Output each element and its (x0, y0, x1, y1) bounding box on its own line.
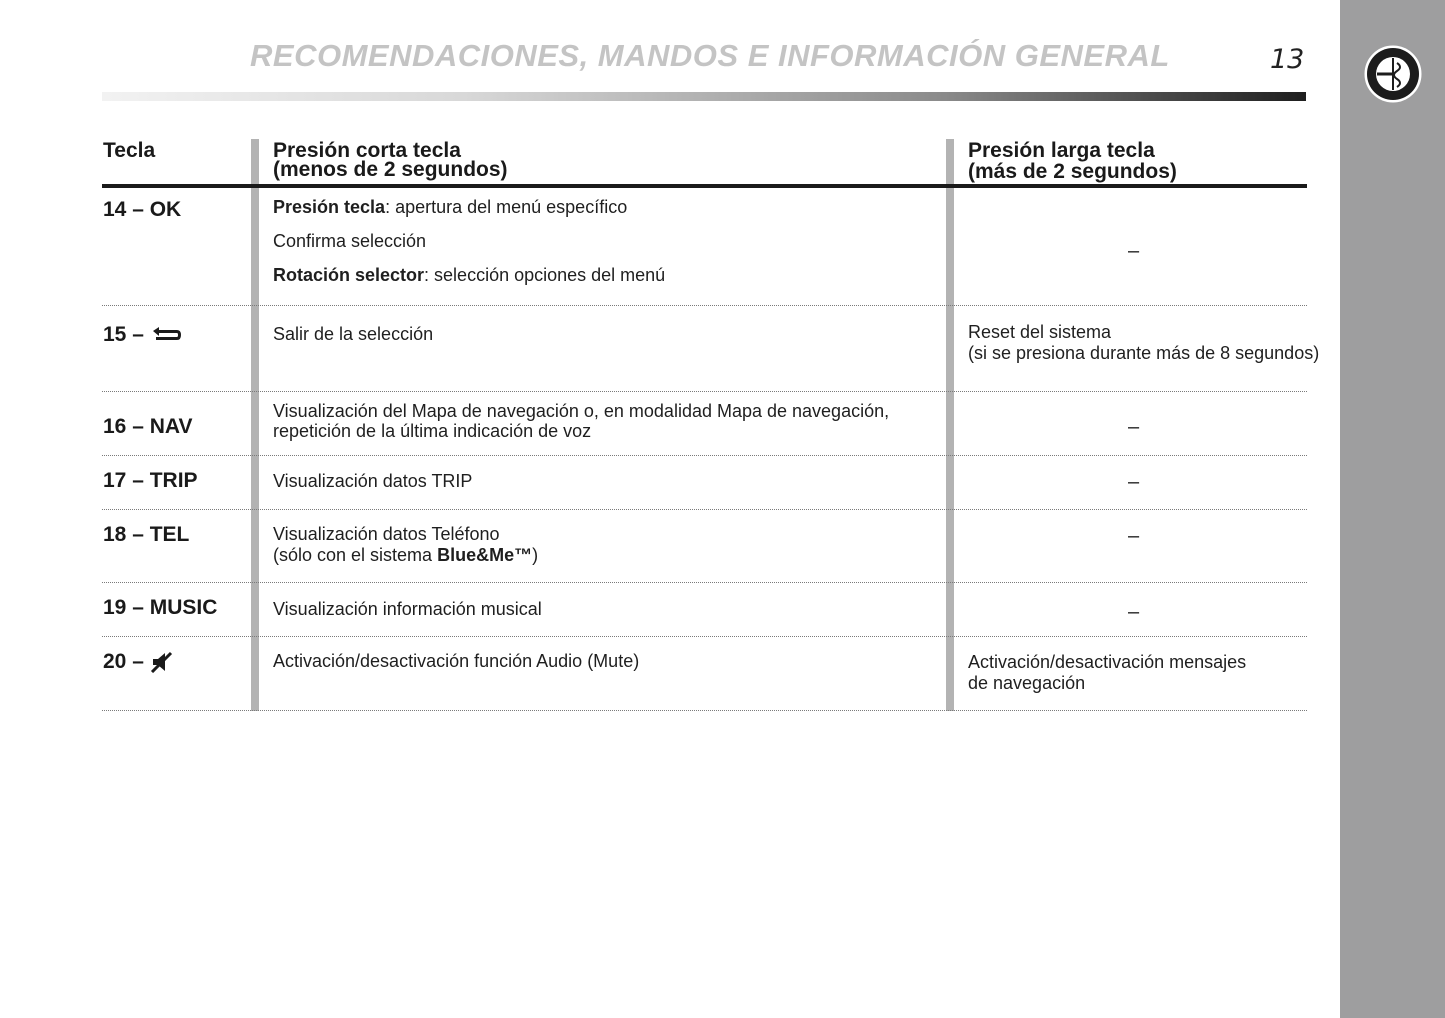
column-divider-long (946, 139, 954, 711)
row-20-long-2: de navegación (968, 673, 1086, 693)
key-19-music: 19 – MUSIC (103, 596, 218, 619)
header-rule (102, 184, 1307, 188)
row-20-long-1: Activación/desactivación mensajes (968, 652, 1247, 672)
row-16-long: – (1128, 416, 1140, 438)
row-19-short: Visualización información musical (273, 599, 542, 619)
back-arrow-icon (150, 326, 184, 344)
row-15-long-2: (si se presiona durante más de 8 segundos) (968, 343, 1320, 363)
column-divider-key (251, 139, 259, 711)
header-key: Tecla (103, 139, 156, 162)
row-17-short: Visualización datos TRIP (273, 471, 473, 491)
header-short-line1: Presión corta tecla (273, 139, 461, 162)
key-17-trip: 17 – TRIP (103, 469, 198, 492)
key-18-tel: 18 – TEL (103, 523, 190, 546)
row-14-long: – (1128, 240, 1140, 262)
row-16-short-1: Visualización del Mapa de navegación o, en modalidad Mapa de navegación, (273, 401, 890, 421)
row-divider (102, 710, 1307, 711)
row-19-long: – (1128, 601, 1140, 623)
row-18-long: – (1128, 525, 1140, 547)
row-divider (102, 582, 1307, 583)
title-rule (102, 92, 1306, 101)
header-long-line1: Presión larga tecla (968, 139, 1155, 162)
brand-logo-icon (1364, 45, 1422, 103)
key-16-nav: 16 – NAV (103, 415, 193, 438)
row-20-short: Activación/desactivación función Audio (Mute) (273, 651, 640, 671)
row-divider (102, 391, 1307, 392)
key-15-back: 15 – (103, 323, 184, 347)
row-15-long-1: Reset del sistema (968, 322, 1112, 342)
header-long-line2: (más de 2 segundos) (968, 160, 1177, 183)
header-short-line2: (menos de 2 segundos) (273, 158, 508, 181)
row-14-short-2: Confirma selección (273, 231, 427, 251)
mute-speaker-icon (150, 651, 174, 673)
section-title: RECOMENDACIONES, MANDOS E INFORMACIÓN GENERAL (250, 38, 1170, 73)
page-side-margin (1340, 0, 1445, 1018)
row-divider (102, 509, 1307, 510)
row-17-long: – (1128, 471, 1140, 493)
row-16-short-2: repetición de la última indicación de voz (273, 421, 592, 441)
row-14-short-1: Presión tecla: apertura del menú específico (273, 197, 628, 217)
key-14-ok: 14 – OK (103, 198, 182, 221)
row-14-short-3: Rotación selector: selección opciones del menú (273, 265, 666, 285)
key-20-mute: 20 – (103, 650, 174, 674)
row-divider (102, 305, 1307, 306)
row-divider (102, 636, 1307, 637)
row-15-short: Salir de la selección (273, 324, 434, 344)
page-number: 13 (1270, 44, 1305, 75)
row-divider (102, 455, 1307, 456)
row-18-short-1: Visualización datos Teléfono (273, 524, 500, 544)
row-18-short-2: (sólo con el sistema Blue&Me™) (273, 545, 539, 565)
